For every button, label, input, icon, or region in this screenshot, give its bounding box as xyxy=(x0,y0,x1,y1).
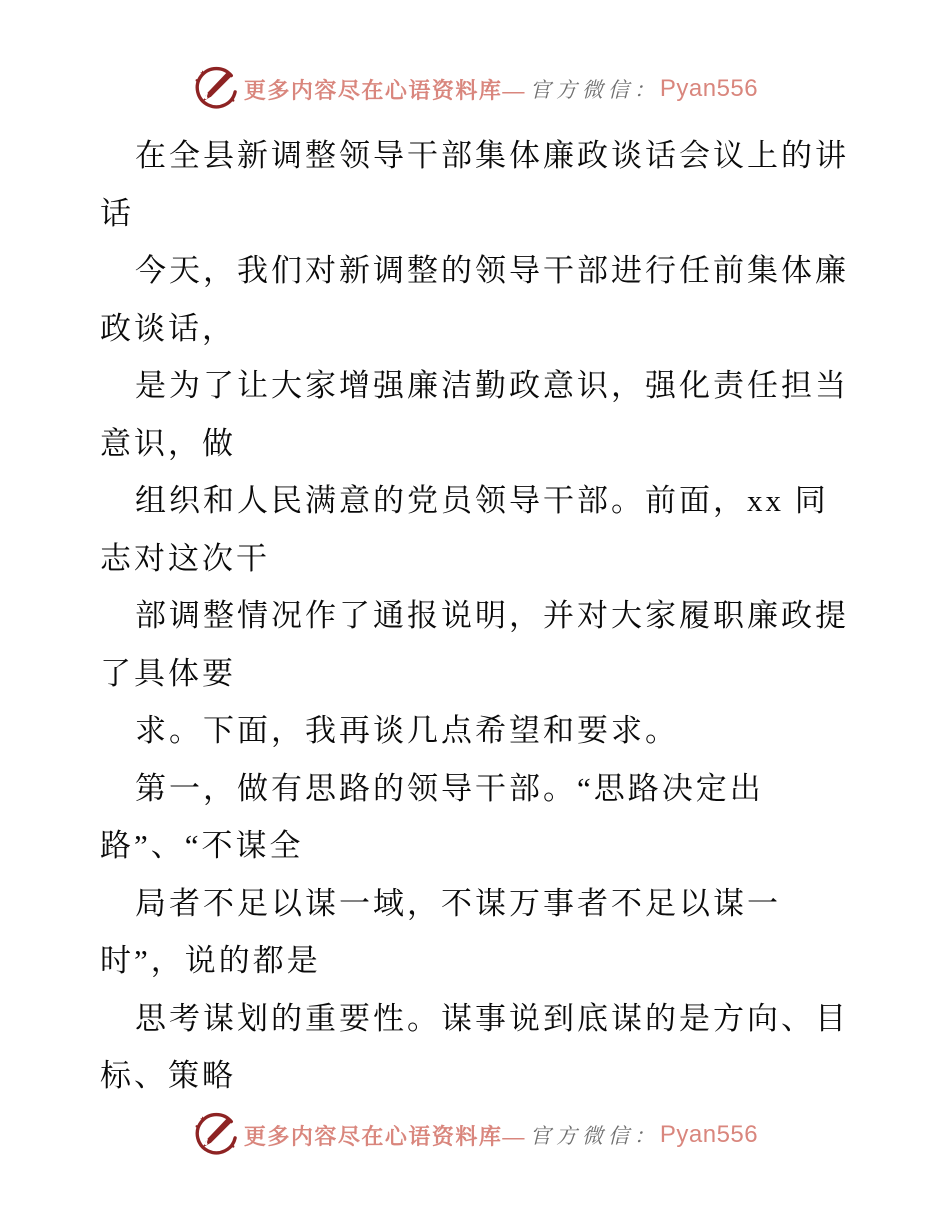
text-line: 在全县新调整领导干部集体廉政谈话会议上的讲 xyxy=(135,138,849,173)
text-line: 局者不足以谋一域，不谋万事者不足以谋一 xyxy=(135,885,781,921)
watermark-wechat-id: Pyan556 xyxy=(659,75,759,102)
text-line: 是为了让大家增强廉洁勤政意识，强化责任担当 xyxy=(135,368,849,403)
text-line: 了具体要 xyxy=(100,655,236,691)
watermark-brand-text: 更多内容尽在心语资料库— xyxy=(243,77,526,103)
text-line: 思考谋划的重要性。谋事说到底谋的是方向、目 xyxy=(135,1000,849,1036)
text-line: 时”，说的都是 xyxy=(100,943,321,978)
text-line: 路”、“不谋全 xyxy=(100,828,304,863)
text-line: 意识，做 xyxy=(100,425,236,461)
text-line: 部调整情况作了通报说明，并对大家履职廉政提 xyxy=(135,598,849,633)
text-line: 话 xyxy=(100,195,134,231)
header-watermark xyxy=(0,66,950,112)
pen-logo-icon xyxy=(192,1112,238,1158)
text-line: 志对这次干 xyxy=(100,540,270,576)
text-line: 标、策略 xyxy=(100,1058,236,1093)
watermark-brand-text: 更多内容尽在心语资料库— xyxy=(243,1123,526,1149)
document-body xyxy=(100,127,860,1105)
text-line: 求。下面，我再谈几点希望和要求。 xyxy=(135,713,679,748)
footer-watermark xyxy=(0,1112,950,1158)
text-line: 政谈话， xyxy=(100,310,236,346)
pen-logo-icon xyxy=(192,66,238,112)
text-line: 第一，做有思路的领导干部。“思路决定出 xyxy=(135,770,764,806)
watermark-wechat-label: 官方微信： xyxy=(529,78,660,102)
watermark-wechat-id: Pyan556 xyxy=(659,1121,759,1148)
watermark-wechat-label: 官方微信： xyxy=(529,1124,660,1148)
text-line: 组织和人民满意的党员领导干部。前面，xx 同 xyxy=(135,483,829,518)
text-line: 今天，我们对新调整的领导干部进行任前集体廉 xyxy=(135,253,849,288)
